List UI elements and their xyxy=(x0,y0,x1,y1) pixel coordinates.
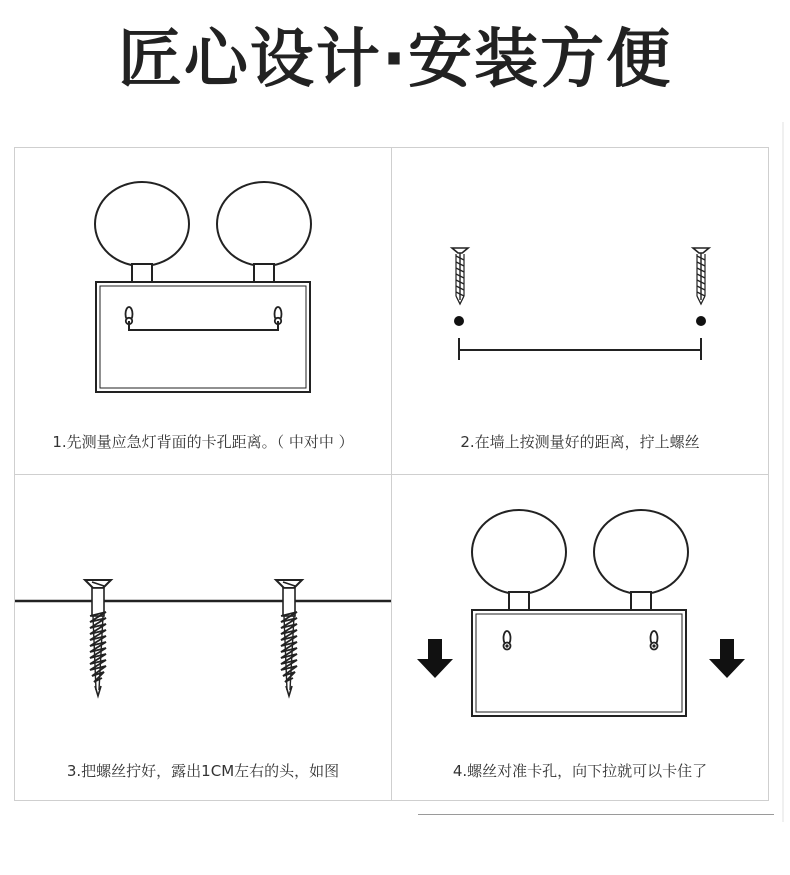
lamp-head-left xyxy=(472,510,566,594)
lamp-neck-left xyxy=(132,264,152,282)
lamp-head-right xyxy=(594,510,688,594)
step1-illustration xyxy=(80,180,330,400)
page-title: 匠心设计·安装方便 xyxy=(117,23,673,97)
lamp-head-right xyxy=(217,182,311,266)
step3-illustration xyxy=(15,570,391,710)
lamp-body xyxy=(472,610,686,716)
screw-in-wall-right-icon xyxy=(276,580,302,696)
lamp-neck-left xyxy=(509,592,529,610)
screw-in-wall-left-icon xyxy=(85,580,111,696)
screw-left-icon xyxy=(452,248,468,304)
arrow-down-right-icon xyxy=(709,639,745,678)
wall-hole-left xyxy=(454,316,464,326)
screw-right-icon xyxy=(693,248,709,304)
step3-caption: 3.把螺丝拧好，露出1CM左右的头，如图 xyxy=(66,762,340,780)
step1-caption: 1.先测量应急灯背面的卡孔距离。（ 中对中 ） xyxy=(52,433,354,451)
bottom-divider xyxy=(418,814,774,815)
step4-caption: 4.螺丝对准卡孔，向下拉就可以卡住了 xyxy=(452,762,708,780)
edge-shadow xyxy=(782,122,784,822)
lamp-head-left xyxy=(95,182,189,266)
keyhole-right-icon xyxy=(651,631,658,650)
lamp-neck-right xyxy=(631,592,651,610)
wall-hole-right xyxy=(696,316,706,326)
step2-illustration xyxy=(440,240,720,370)
lamp-body xyxy=(96,282,310,392)
grid-divider-horizontal xyxy=(14,474,769,475)
keyhole-left-icon xyxy=(504,631,511,650)
arrow-down-left-icon xyxy=(417,639,453,678)
step4-illustration xyxy=(415,505,755,725)
lamp-neck-right xyxy=(254,264,274,282)
step2-caption: 2.在墙上按测量好的距离，拧上螺丝 xyxy=(460,433,700,451)
